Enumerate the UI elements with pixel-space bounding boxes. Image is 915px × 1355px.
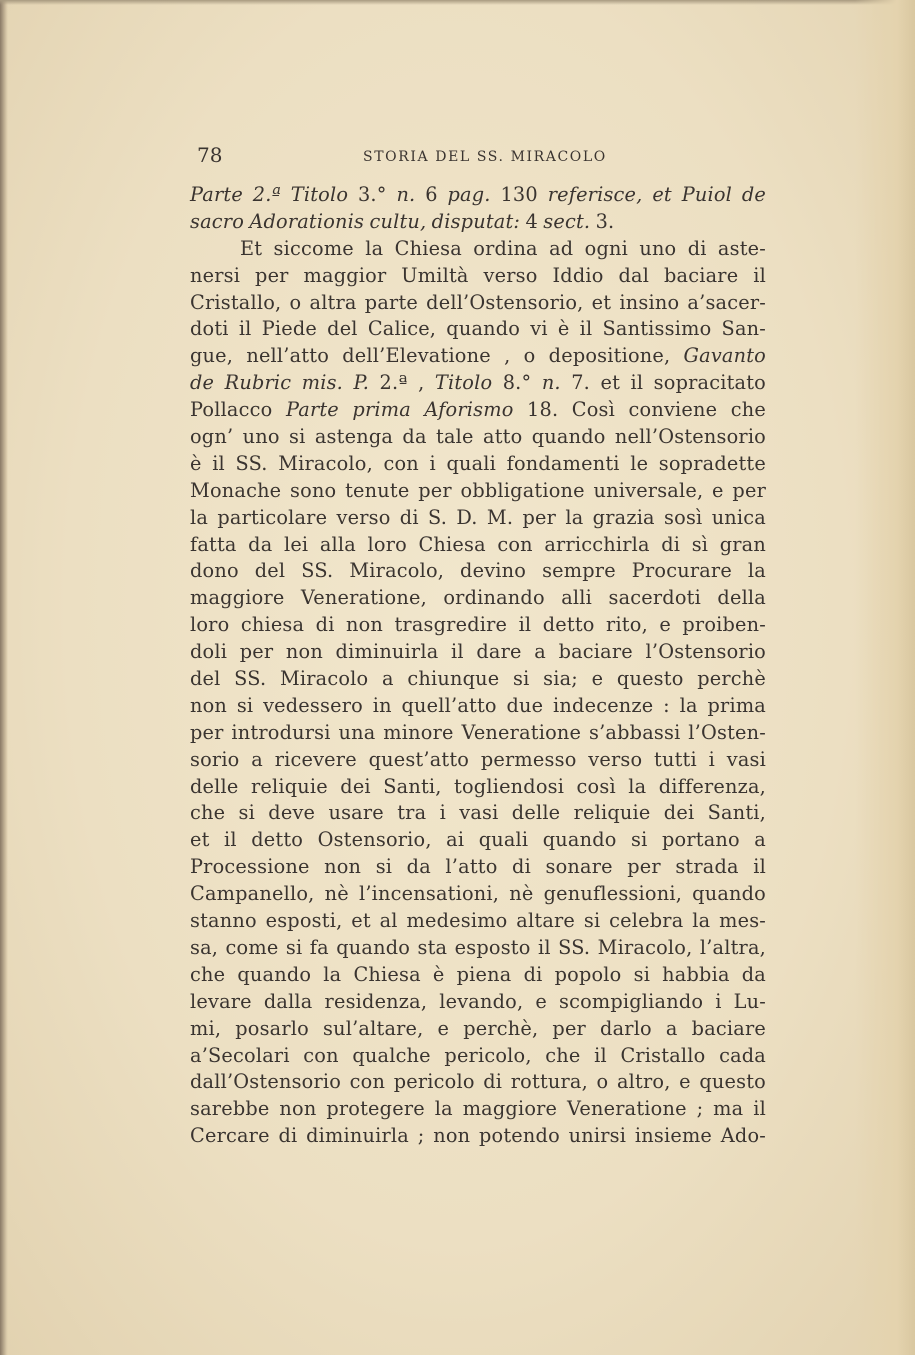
text-line xyxy=(190,505,766,532)
page-top-edge xyxy=(0,0,915,5)
text-line xyxy=(190,800,766,827)
text-line xyxy=(190,558,766,585)
text-segment: la particolare verso di S. D. M. per la grazia sosì unica xyxy=(190,505,766,529)
text-segment: levare dalla residenza, levando, e scompigliando i Lu- xyxy=(190,989,766,1013)
text-line xyxy=(190,639,766,666)
text-line xyxy=(190,1096,766,1123)
italic-citation: pag. xyxy=(447,183,491,206)
text-line xyxy=(190,478,766,505)
text-segment: del SS. Miracolo a chiunque si sia; e questo perchè xyxy=(190,667,766,691)
italic-citation: n. xyxy=(396,183,416,206)
text-segment: stanno esposti, et al medesimo altare si celebra la mes- xyxy=(190,909,766,933)
italic-citation: Gavanto xyxy=(683,344,766,368)
text-line xyxy=(190,881,766,908)
text-segment: fatta da lei alla loro Chiesa con arricchirla di sì gran xyxy=(190,532,766,556)
text-line xyxy=(190,316,766,343)
italic-citation: sect. xyxy=(543,209,591,233)
text-line xyxy=(190,612,766,639)
text-segment: Pollacco xyxy=(190,398,286,422)
text-segment: Monache sono tenute per obbligatione universale, e per xyxy=(190,478,766,502)
text-line xyxy=(190,693,766,720)
text-segment: et il detto Ostensorio, ai quali quando si portano a xyxy=(190,828,766,852)
text-segment: 18. Così conviene che xyxy=(513,398,766,422)
text-segment: 6 xyxy=(415,183,448,206)
text-segment: dall’Ostensorio con pericolo di rottura, o altro, e questo xyxy=(190,1070,766,1094)
text-segment: 8.° xyxy=(492,371,542,395)
text-line xyxy=(190,451,766,478)
text-segment: maggiore Veneratione, ordinando alli sacerdoti della xyxy=(190,586,766,610)
text-line xyxy=(190,424,766,451)
text-line xyxy=(190,827,766,854)
italic-citation: Titolo xyxy=(434,371,493,395)
text-segment: 130 xyxy=(490,183,548,206)
text-segment: doli per non diminuirla il dare a baciare l’Ostensorio xyxy=(190,640,766,664)
text-line xyxy=(190,854,766,881)
italic-citation: n. xyxy=(541,371,561,395)
text-segment: dono del SS. Miracolo, devino sempre Procurare la xyxy=(190,559,766,583)
text-segment: nersi per maggior Umiltà verso Iddio dal baciare il xyxy=(190,263,766,287)
running-title: STORIA DEL SS. MIRACOLO xyxy=(363,149,607,165)
text-segment: 7. et il sopracitato xyxy=(560,371,766,395)
text-line xyxy=(190,962,766,989)
text-segment: Et siccome la Chiesa ordina ad ogni uno di aste- xyxy=(240,236,766,260)
page-edge-shadow xyxy=(0,0,8,1355)
text-segment: 3. xyxy=(590,209,615,233)
page-number: 78 xyxy=(197,143,223,167)
text-segment: non si vedessero in quell’atto due indecenze : la prima xyxy=(190,693,766,717)
text-segment: Cercare di diminuirla ; non potendo unirsi insieme Ado- xyxy=(190,1124,766,1148)
text-segment: 2.ª , xyxy=(369,371,435,395)
text-line xyxy=(190,397,766,424)
text-segment: sa, come si fa quando sta esposto il SS. Miracolo, l’altra, xyxy=(190,935,766,959)
text-segment: Processione non si da l’atto di sonare per strada il xyxy=(190,855,766,879)
text-line xyxy=(190,236,766,263)
text-line xyxy=(190,774,766,801)
text-segment: ogn’ uno si astenga da tale atto quando nell’Ostensorio xyxy=(190,425,766,449)
text-segment: che quando la Chiesa è piena di popolo si habbia da xyxy=(190,962,766,986)
text-line xyxy=(190,989,766,1016)
italic-citation: Parte 2.ª Titolo xyxy=(190,183,349,206)
text-segment: per introdursi una minore Veneratione s’abbassi l’Osten- xyxy=(190,720,766,744)
text-line xyxy=(190,343,766,370)
text-segment: 4 xyxy=(520,209,544,233)
text-line xyxy=(190,182,766,209)
text-segment: Campanello, nè l’incensationi, nè genuflessioni, quando xyxy=(190,882,766,906)
text-line xyxy=(190,532,766,559)
body-text xyxy=(190,182,766,1150)
text-line xyxy=(190,666,766,693)
text-line xyxy=(190,1016,766,1043)
text-segment: doti il Piede del Calice, quando vi è il Santissimo San- xyxy=(190,317,766,341)
text-line xyxy=(190,370,766,397)
text-line xyxy=(190,908,766,935)
text-segment: a’Secolari con qualche pericolo, che il Cristallo cada xyxy=(190,1043,766,1067)
text-line xyxy=(190,1123,766,1150)
text-segment: che si deve usare tra i vasi delle reliquie dei Santi, xyxy=(190,801,766,825)
text-line xyxy=(190,935,766,962)
text-segment: 3.° xyxy=(348,183,397,206)
text-segment: Cristallo, o altra parte dell’Ostensorio, et insino a’sacer- xyxy=(190,290,766,314)
text-line xyxy=(190,1069,766,1096)
text-segment: loro chiesa di non trasgredire il detto rito, e proiben- xyxy=(190,613,766,637)
text-segment: gue, nell’atto dell’Elevatione , o depositione, xyxy=(190,344,684,368)
italic-citation: sacro Adorationis cultu, disputat: xyxy=(190,209,521,233)
text-segment: è il SS. Miracolo, con i quali fondamenti le sopradette xyxy=(190,451,766,475)
text-line xyxy=(190,747,766,774)
text-segment: sarebbe non protegere la maggiore Veneratione ; ma il xyxy=(190,1097,766,1121)
text-line xyxy=(190,1043,766,1070)
text-line xyxy=(190,290,766,317)
page-right-edge xyxy=(855,0,915,1355)
text-segment: delle reliquie dei Santi, togliendosi così la differenza, xyxy=(190,774,766,798)
italic-citation: de Rubric mis. P. xyxy=(190,371,370,395)
text-segment: mi, posarlo sul’altare, e perchè, per darlo a baciare xyxy=(190,1016,766,1040)
text-line xyxy=(190,720,766,747)
text-line xyxy=(190,585,766,612)
text-line xyxy=(190,263,766,290)
text-segment: sorio a ricevere quest’atto permesso verso tutti i vasi xyxy=(190,747,766,771)
italic-citation: referisce, et Puiol de xyxy=(547,183,767,206)
italic-citation: Parte prima Aforismo xyxy=(285,398,514,422)
text-line xyxy=(190,209,766,236)
